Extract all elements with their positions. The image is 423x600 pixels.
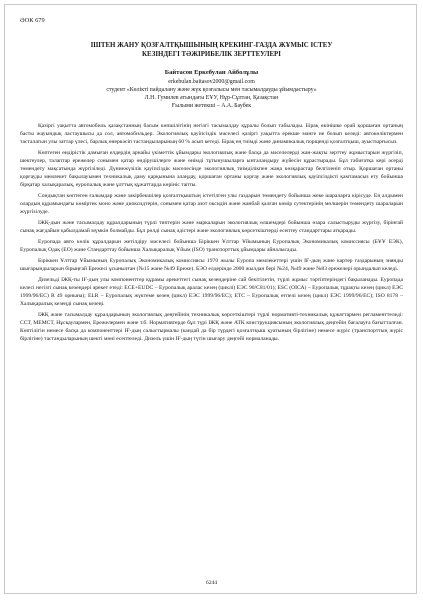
udk-code: ӘОК 679 — [20, 17, 45, 24]
author-university: Л.Н. Гумилев атындағы ЕҰУ, Нұр-Сұлтан, Қазақстан — [144, 94, 279, 101]
paragraph: Еуропада авто көлік құралдарын жетілдіру мәселесі бойынша Біріккен Ұлттар Ұйымының Еуропалық Экономикалық комиссиясы (БҰҰ ЕЭК), Еуропалық Одақ (ЕО) және Стандарттау бойынша Халықаралық Ұйым (ISO) транспорттық ұйымдары айналысады. — [20, 239, 403, 254]
paper-title-line: ІШТЕН ЖАНУ ҚОЗҒАЛТҚЫШЫНЫҢ КРЕКИНГ-ГАЗДА ЖҰМЫС ІСТЕУ — [90, 41, 333, 49]
paragraph: Сондықтан көптеген ғалымдар және зәкірбекшілер қозғалтқыштың істетілген улы газдарын төмендету бойынша жеке шараларға кірісуде. Ең алдымен олардың құрамындағы көміртек моно және диоксидтерін, сонымен қатар азот оксидін және жанбай қалған көмір сутектерінің мөлшерін төмендету шараларын жүргізілуде. — [20, 192, 403, 215]
paragraph: Біріккен Ұлттар Ұйымының Еуропалық Экономикалық комиссиясы 1970 жылы Еуропа мемлекеттері үшін ІҒ-дың және картер газдарының зиянды шығарындыларын бірыңғай Ережесі ұсынылған (№15 және №49 Ереже). БЭО елдерінде 2000 жылдан бері №24, №49 және №83 ережелері орындалып келеді. — [20, 258, 403, 273]
supervisor: Ғылыми жетекші – А.А. Баубек — [171, 102, 252, 109]
document-page — [20, 17, 403, 347]
author-affiliation: студент «Көлікті пайдалану және жүк қозғалысы мен тасымалдауды ұйымдастыру» — [106, 86, 317, 93]
author-name: Байтасов Еркебулан Айболұлы — [164, 68, 259, 76]
paragraph: ІЖҚ және тасымалдау құралдарының экологиялық деңгейінің техникалық көрсеткіштері түрлі нормативті-техникалық құжаттармен регламенттеледі: ССТ, МЕМСТ, Нұсқаулармен, Ережелермен және т.б. Нормативтерде бұл түрі ІЖҚ және АТК конструкциясының экологиялық деңгейін бағалауға бағытталған. Көптілігін немесе басқа да компоненттері ІҒ-дың салыстырмалы (кандай да бір түрдегі қозғалтқыш қуатының бірлігіне) немесе жүріс (транспорттың жүріс бірлігіне) тастандыларының шекті мөні есептеледі. Дизель үшін ІҒ-дың түтін шығару деңгейі нормаланады. — [20, 312, 403, 343]
paragraph: ІЖҚ-дын және тасымалдау құралдарының түрлі типтерін және маркаларын экологиялық өлшемдері бойынша өзара салыстыруды жүргізу, бірінғай сынақ жағдайын қабылдамай мүмкін болмайды. Бұл рөлді сынақ әдістері және экологиялық көрсеткіштерді есептеу стандарттары атқарады. — [20, 219, 403, 234]
paper-title — [20, 41, 403, 59]
author-email: erkebulan.baitasov2000@gmail.com — [168, 78, 255, 85]
paragraph: Көптеген өндірістік дамыған елдердің арнайы үкіметтік ұйымдары экологиялық және басқа да мәселелерді жан-жақты зерттеу жұмыстарын жүргізіп, шектеулер, талаптар ережелер сонымен қатар өндірушілерге және өнімді тұтынушыларға ынталандыру жүйесін құрастырады. Бұл табиғатқа кері әсерді төмендету мақсатында жүргізіледі. Дүниежүзілік қауіпсіздік мәселесінде экологиялық тиімділікпен жаңа көзқарастар белгіленіп отыр. Қоршаған ортаны қорғауды мемлекет бақылауымен техникалық даму қарқынына алаңдау, қоршаған ортаны қорғау және экологиялық қауіпсіздікті қамтамасыз ету бойынша бірқатар халықаралық, еуропалық және ұлттық құжаттарда көрініс тапты. — [20, 149, 403, 188]
paragraph: Дизельді ІЖҚ-ты ІҒ-дың улы компоненттер құрамы әрекеттегі сынақ кезеңдеріне сай бекітілетін, түрлі жұмыс тәртіптеріндегі бақыланады. Еуропада келесі негізгі сынақ кезеңдері әрекет етеді: ECE+EUDC – Еуропалық аралас кезең (циклі) ЕЭС 90/С81/01); ESC (ОІСА) – Еуропалық тұрақты кезең (цикл) ЕЭС 1999/96/EC) R 49 орнына); ELR – Еуропалық жүктеме кезең (цикл) ЕЭС 1999/96/EC); ETC – Еуропалық өтпелі кезең (цикл) ЕЭС 1999/96/EC); ISO 8178 – Халықаралық кезеңді сынақ кезеңі. — [20, 277, 403, 308]
page-number: 6244 — [205, 580, 218, 586]
paper-title-line: КЕЗІНДЕГІ ТӘЖІРИБЕЛІК ЗЕРТТЕУЛЕРІ — [142, 50, 281, 58]
body-text — [20, 123, 403, 344]
paragraph: Қазіргі уақытта автомобиль қазақстанның басым көпшілігінің негізгі тасымалдау құралы болып табылады. Бірақ өкінішке орай қоршаған ортаның басты жауындық ластаушысы да сол, автомобильдер. Экологиялық қауіпсіздік мәселесі қазіргі уақытта ерекше мәнге ие болып келеді: автокөліктермен тасталатын улы заттар үлесі, барлық өнеркәсіп тастандыларының 60 % асып кетеді. Бірақ ең тиімді және динамикалық порщенді қозғалтқыш, ауыстырғысыз. — [20, 122, 403, 145]
